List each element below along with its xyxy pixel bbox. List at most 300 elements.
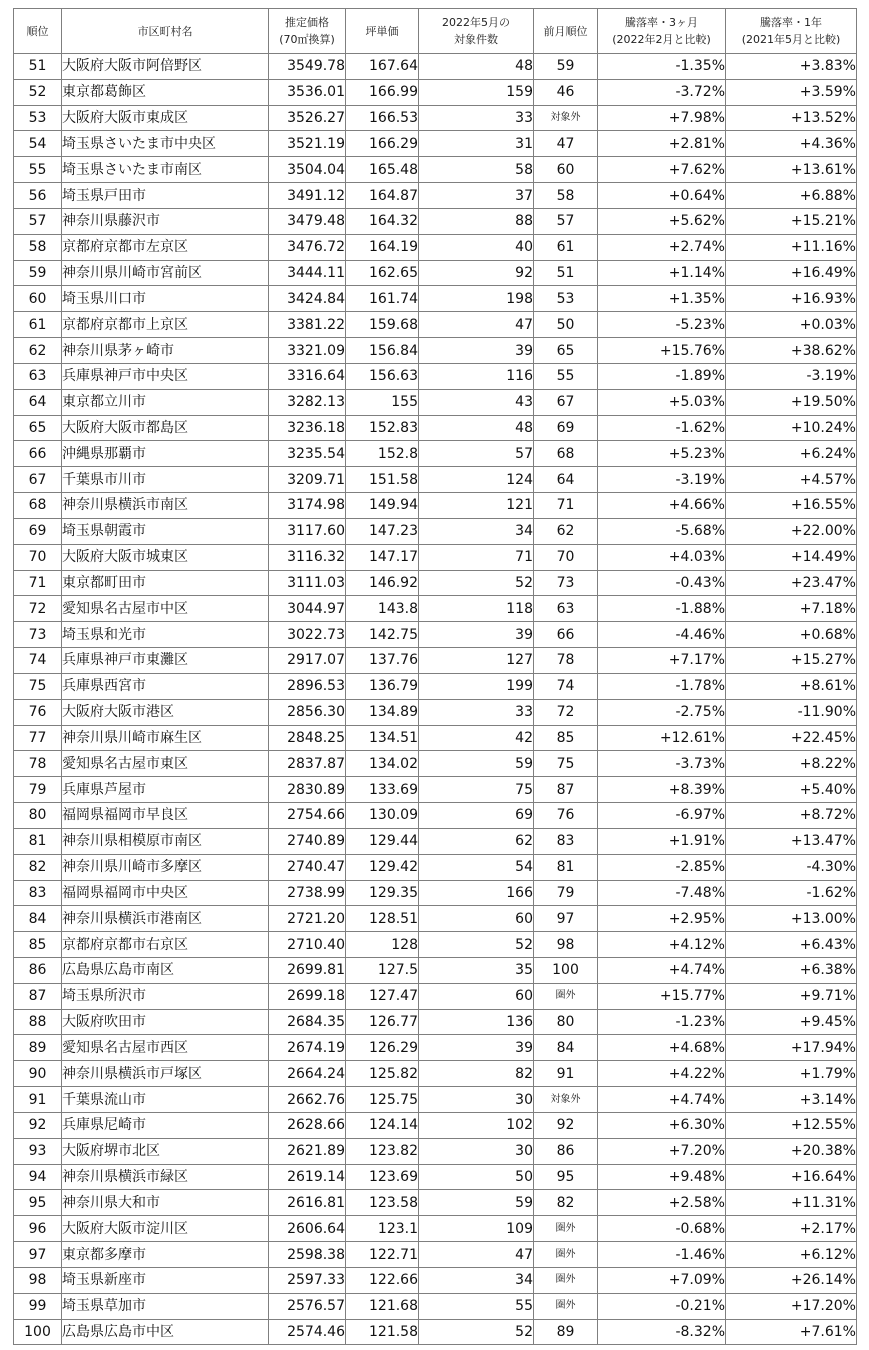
- cell-rank: 63: [14, 363, 62, 389]
- cell-chg3m: +4.22%: [598, 1061, 726, 1087]
- cell-prev: 58: [534, 183, 598, 209]
- cell-prev: 55: [534, 363, 598, 389]
- cell-rank: 65: [14, 415, 62, 441]
- table-row: [14, 673, 857, 699]
- cell-count: 30: [419, 1087, 534, 1113]
- cell-tsubo: 121.58: [346, 1319, 419, 1345]
- cell-chg1y: -3.19%: [726, 363, 857, 389]
- cell-price: 2754.66: [269, 803, 346, 829]
- cell-chg1y: +14.49%: [726, 544, 857, 570]
- cell-chg3m: -6.97%: [598, 803, 726, 829]
- cell-price: 2684.35: [269, 1009, 346, 1035]
- cell-name: 東京都町田市: [62, 570, 269, 596]
- cell-chg3m: +4.74%: [598, 1087, 726, 1113]
- cell-chg1y: +0.03%: [726, 312, 857, 338]
- cell-chg3m: -2.85%: [598, 854, 726, 880]
- cell-tsubo: 155: [346, 389, 419, 415]
- cell-price: 3536.01: [269, 79, 346, 105]
- table-row: [14, 570, 857, 596]
- cell-rank: 54: [14, 131, 62, 157]
- cell-chg1y: +22.45%: [726, 725, 857, 751]
- column-header-prev-line: 前月順位: [543, 24, 588, 38]
- cell-name: 兵庫県西宮市: [62, 673, 269, 699]
- cell-chg3m: +4.66%: [598, 493, 726, 519]
- cell-chg1y: +16.93%: [726, 286, 857, 312]
- column-header-chg1y: [726, 9, 857, 54]
- cell-name: 広島県広島市南区: [62, 957, 269, 983]
- cell-rank: 70: [14, 544, 62, 570]
- cell-chg3m: -3.73%: [598, 751, 726, 777]
- cell-count: 75: [419, 777, 534, 803]
- cell-name: 神奈川県横浜市南区: [62, 493, 269, 519]
- cell-rank: 68: [14, 493, 62, 519]
- cell-chg3m: +4.03%: [598, 544, 726, 570]
- cell-rank: 66: [14, 441, 62, 467]
- cell-name: 神奈川県川崎市宮前区: [62, 260, 269, 286]
- cell-tsubo: 167.64: [346, 54, 419, 80]
- cell-chg1y: +13.61%: [726, 157, 857, 183]
- cell-name: 大阪府大阪市城東区: [62, 544, 269, 570]
- cell-prev: 73: [534, 570, 598, 596]
- cell-chg3m: +2.74%: [598, 234, 726, 260]
- cell-price: 2576.57: [269, 1293, 346, 1319]
- cell-chg1y: -11.90%: [726, 699, 857, 725]
- cell-count: 42: [419, 725, 534, 751]
- cell-tsubo: 134.51: [346, 725, 419, 751]
- cell-count: 48: [419, 54, 534, 80]
- cell-prev: 80: [534, 1009, 598, 1035]
- cell-name: 神奈川県横浜市緑区: [62, 1164, 269, 1190]
- cell-tsubo: 127.47: [346, 983, 419, 1009]
- cell-count: 60: [419, 906, 534, 932]
- cell-tsubo: 159.68: [346, 312, 419, 338]
- cell-name: 大阪府大阪市港区: [62, 699, 269, 725]
- cell-prev: 67: [534, 389, 598, 415]
- cell-name: 大阪府大阪市淀川区: [62, 1216, 269, 1242]
- column-header-count-line: 2022年5月の: [442, 16, 510, 29]
- cell-prev: 46: [534, 79, 598, 105]
- cell-count: 118: [419, 596, 534, 622]
- cell-count: 62: [419, 828, 534, 854]
- cell-chg3m: -4.46%: [598, 622, 726, 648]
- cell-tsubo: 126.29: [346, 1035, 419, 1061]
- cell-chg3m: +5.03%: [598, 389, 726, 415]
- column-header-name: [62, 9, 269, 54]
- cell-prev: 76: [534, 803, 598, 829]
- cell-prev: 70: [534, 544, 598, 570]
- cell-rank: 57: [14, 208, 62, 234]
- cell-count: 54: [419, 854, 534, 880]
- cell-chg3m: +7.17%: [598, 648, 726, 674]
- cell-rank: 82: [14, 854, 62, 880]
- cell-prev: 86: [534, 1138, 598, 1164]
- cell-name: 埼玉県戸田市: [62, 183, 269, 209]
- cell-count: 34: [419, 518, 534, 544]
- cell-prev: 60: [534, 157, 598, 183]
- cell-chg3m: +1.35%: [598, 286, 726, 312]
- cell-price: 3476.72: [269, 234, 346, 260]
- cell-tsubo: 162.65: [346, 260, 419, 286]
- cell-tsubo: 166.29: [346, 131, 419, 157]
- cell-name: 福岡県福岡市中央区: [62, 880, 269, 906]
- cell-name: 兵庫県尼崎市: [62, 1112, 269, 1138]
- cell-tsubo: 133.69: [346, 777, 419, 803]
- cell-chg1y: +13.52%: [726, 105, 857, 131]
- cell-tsubo: 128: [346, 932, 419, 958]
- table-row: [14, 1216, 857, 1242]
- column-header-tsubo: [346, 9, 419, 54]
- cell-tsubo: 137.76: [346, 648, 419, 674]
- cell-chg1y: +5.40%: [726, 777, 857, 803]
- cell-name: 埼玉県和光市: [62, 622, 269, 648]
- cell-rank: 88: [14, 1009, 62, 1035]
- cell-rank: 77: [14, 725, 62, 751]
- cell-count: 59: [419, 1190, 534, 1216]
- cell-tsubo: 143.8: [346, 596, 419, 622]
- cell-price: 3111.03: [269, 570, 346, 596]
- cell-chg3m: -1.62%: [598, 415, 726, 441]
- cell-count: 40: [419, 234, 534, 260]
- cell-count: 35: [419, 957, 534, 983]
- cell-rank: 85: [14, 932, 62, 958]
- cell-chg1y: +12.55%: [726, 1112, 857, 1138]
- cell-count: 47: [419, 1242, 534, 1268]
- cell-chg3m: -1.46%: [598, 1242, 726, 1268]
- cell-rank: 87: [14, 983, 62, 1009]
- cell-chg3m: -5.68%: [598, 518, 726, 544]
- cell-chg1y: +16.55%: [726, 493, 857, 519]
- cell-prev: 82: [534, 1190, 598, 1216]
- cell-name: 兵庫県神戸市中央区: [62, 363, 269, 389]
- cell-chg3m: -3.72%: [598, 79, 726, 105]
- cell-name: 東京都多摩市: [62, 1242, 269, 1268]
- cell-price: 2699.81: [269, 957, 346, 983]
- cell-count: 52: [419, 570, 534, 596]
- cell-chg3m: -5.23%: [598, 312, 726, 338]
- cell-tsubo: 122.71: [346, 1242, 419, 1268]
- cell-prev: 75: [534, 751, 598, 777]
- cell-count: 37: [419, 183, 534, 209]
- cell-name: 京都府京都市上京区: [62, 312, 269, 338]
- cell-price: 3282.13: [269, 389, 346, 415]
- cell-rank: 95: [14, 1190, 62, 1216]
- table-row: [14, 1164, 857, 1190]
- table-row: [14, 338, 857, 364]
- cell-count: 59: [419, 751, 534, 777]
- cell-chg1y: +13.47%: [726, 828, 857, 854]
- cell-price: 2710.40: [269, 932, 346, 958]
- cell-chg1y: +6.38%: [726, 957, 857, 983]
- cell-chg1y: +9.71%: [726, 983, 857, 1009]
- cell-tsubo: 156.63: [346, 363, 419, 389]
- cell-rank: 79: [14, 777, 62, 803]
- cell-chg3m: -8.32%: [598, 1319, 726, 1345]
- table-row: [14, 54, 857, 80]
- cell-rank: 81: [14, 828, 62, 854]
- cell-prev: 89: [534, 1319, 598, 1345]
- cell-chg1y: +3.83%: [726, 54, 857, 80]
- cell-name: 埼玉県朝霞市: [62, 518, 269, 544]
- table-row: [14, 983, 857, 1009]
- cell-name: 神奈川県横浜市港南区: [62, 906, 269, 932]
- cell-name: 埼玉県草加市: [62, 1293, 269, 1319]
- cell-chg3m: +9.48%: [598, 1164, 726, 1190]
- cell-prev: 78: [534, 648, 598, 674]
- cell-tsubo: 129.44: [346, 828, 419, 854]
- cell-chg3m: +5.23%: [598, 441, 726, 467]
- cell-chg1y: +9.45%: [726, 1009, 857, 1035]
- cell-chg1y: +15.21%: [726, 208, 857, 234]
- cell-chg3m: +0.64%: [598, 183, 726, 209]
- cell-chg1y: +1.79%: [726, 1061, 857, 1087]
- table-row: [14, 906, 857, 932]
- table-row: [14, 725, 857, 751]
- cell-count: 52: [419, 932, 534, 958]
- cell-tsubo: 125.82: [346, 1061, 419, 1087]
- cell-name: 神奈川県相模原市南区: [62, 828, 269, 854]
- cell-rank: 86: [14, 957, 62, 983]
- table-row: [14, 828, 857, 854]
- cell-count: 57: [419, 441, 534, 467]
- cell-prev: 79: [534, 880, 598, 906]
- cell-price: 3116.32: [269, 544, 346, 570]
- cell-prev: 66: [534, 622, 598, 648]
- cell-prev: 圏外: [534, 983, 598, 1009]
- table-row: [14, 157, 857, 183]
- cell-chg3m: -0.68%: [598, 1216, 726, 1242]
- cell-rank: 72: [14, 596, 62, 622]
- cell-count: 39: [419, 622, 534, 648]
- table-row: [14, 389, 857, 415]
- cell-name: 埼玉県さいたま市南区: [62, 157, 269, 183]
- cell-count: 116: [419, 363, 534, 389]
- cell-price: 3236.18: [269, 415, 346, 441]
- cell-count: 109: [419, 1216, 534, 1242]
- cell-chg1y: +7.18%: [726, 596, 857, 622]
- cell-prev: 69: [534, 415, 598, 441]
- cell-prev: 57: [534, 208, 598, 234]
- cell-name: 京都府京都市右京区: [62, 932, 269, 958]
- cell-price: 2830.89: [269, 777, 346, 803]
- cell-rank: 71: [14, 570, 62, 596]
- cell-rank: 98: [14, 1267, 62, 1293]
- cell-rank: 83: [14, 880, 62, 906]
- cell-prev: 74: [534, 673, 598, 699]
- header-row: [14, 9, 857, 54]
- cell-count: 124: [419, 467, 534, 493]
- table-row: [14, 622, 857, 648]
- cell-prev: 98: [534, 932, 598, 958]
- cell-name: 埼玉県新座市: [62, 1267, 269, 1293]
- cell-tsubo: 146.92: [346, 570, 419, 596]
- cell-prev: 59: [534, 54, 598, 80]
- cell-tsubo: 149.94: [346, 493, 419, 519]
- table-row: [14, 854, 857, 880]
- cell-name: 神奈川県横浜市戸塚区: [62, 1061, 269, 1087]
- cell-chg1y: +7.61%: [726, 1319, 857, 1345]
- table-row: [14, 1293, 857, 1319]
- cell-name: 兵庫県芦屋市: [62, 777, 269, 803]
- table-row: [14, 1190, 857, 1216]
- table-row: [14, 234, 857, 260]
- cell-rank: 67: [14, 467, 62, 493]
- cell-tsubo: 151.58: [346, 467, 419, 493]
- ranking-table: [13, 8, 857, 1345]
- table-row: [14, 105, 857, 131]
- cell-name: 大阪府吹田市: [62, 1009, 269, 1035]
- table-row: [14, 415, 857, 441]
- cell-count: 34: [419, 1267, 534, 1293]
- table-row: [14, 363, 857, 389]
- column-header-count: [419, 9, 534, 54]
- cell-price: 2628.66: [269, 1112, 346, 1138]
- cell-rank: 69: [14, 518, 62, 544]
- cell-tsubo: 165.48: [346, 157, 419, 183]
- cell-name: 埼玉県川口市: [62, 286, 269, 312]
- cell-rank: 99: [14, 1293, 62, 1319]
- cell-prev: 81: [534, 854, 598, 880]
- cell-name: 沖縄県那覇市: [62, 441, 269, 467]
- cell-tsubo: 121.68: [346, 1293, 419, 1319]
- cell-chg3m: +4.12%: [598, 932, 726, 958]
- cell-chg1y: -4.30%: [726, 854, 857, 880]
- cell-name: 大阪府大阪市東成区: [62, 105, 269, 131]
- cell-name: 大阪府堺市北区: [62, 1138, 269, 1164]
- cell-chg1y: +4.36%: [726, 131, 857, 157]
- table-row: [14, 957, 857, 983]
- table-row: [14, 260, 857, 286]
- cell-price: 2664.24: [269, 1061, 346, 1087]
- cell-price: 2738.99: [269, 880, 346, 906]
- cell-name: 大阪府大阪市阿倍野区: [62, 54, 269, 80]
- cell-prev: 対象外: [534, 105, 598, 131]
- cell-rank: 94: [14, 1164, 62, 1190]
- cell-prev: 圏外: [534, 1242, 598, 1268]
- cell-rank: 90: [14, 1061, 62, 1087]
- table-row: [14, 131, 857, 157]
- cell-chg1y: +23.47%: [726, 570, 857, 596]
- cell-price: 2856.30: [269, 699, 346, 725]
- cell-rank: 93: [14, 1138, 62, 1164]
- cell-price: 2621.89: [269, 1138, 346, 1164]
- cell-prev: 47: [534, 131, 598, 157]
- cell-chg1y: +8.72%: [726, 803, 857, 829]
- cell-chg1y: +8.61%: [726, 673, 857, 699]
- cell-prev: 87: [534, 777, 598, 803]
- cell-chg1y: +10.24%: [726, 415, 857, 441]
- cell-count: 50: [419, 1164, 534, 1190]
- cell-tsubo: 164.19: [346, 234, 419, 260]
- cell-name: 埼玉県所沢市: [62, 983, 269, 1009]
- cell-name: 愛知県名古屋市中区: [62, 596, 269, 622]
- cell-rank: 62: [14, 338, 62, 364]
- cell-rank: 52: [14, 79, 62, 105]
- cell-count: 60: [419, 983, 534, 1009]
- cell-tsubo: 147.17: [346, 544, 419, 570]
- cell-tsubo: 127.5: [346, 957, 419, 983]
- cell-tsubo: 128.51: [346, 906, 419, 932]
- column-header-chg1y-line: 騰落率・1年: [760, 16, 822, 29]
- cell-tsubo: 152.8: [346, 441, 419, 467]
- cell-count: 33: [419, 105, 534, 131]
- cell-chg3m: +1.14%: [598, 260, 726, 286]
- column-header-chg3m-line: 騰落率・3ヶ月: [625, 16, 698, 29]
- cell-prev: 51: [534, 260, 598, 286]
- cell-prev: 64: [534, 467, 598, 493]
- cell-chg1y: +11.16%: [726, 234, 857, 260]
- column-header-chg3m: [598, 9, 726, 54]
- cell-chg3m: -7.48%: [598, 880, 726, 906]
- cell-tsubo: 136.79: [346, 673, 419, 699]
- cell-tsubo: 124.14: [346, 1112, 419, 1138]
- cell-chg1y: +16.49%: [726, 260, 857, 286]
- cell-count: 39: [419, 1035, 534, 1061]
- cell-price: 3549.78: [269, 54, 346, 80]
- cell-prev: 95: [534, 1164, 598, 1190]
- cell-name: 京都府京都市左京区: [62, 234, 269, 260]
- cell-chg1y: +19.50%: [726, 389, 857, 415]
- cell-count: 199: [419, 673, 534, 699]
- cell-name: 大阪府大阪市都島区: [62, 415, 269, 441]
- cell-chg3m: -2.75%: [598, 699, 726, 725]
- cell-rank: 92: [14, 1112, 62, 1138]
- cell-name: 神奈川県川崎市麻生区: [62, 725, 269, 751]
- cell-rank: 60: [14, 286, 62, 312]
- cell-chg3m: -1.35%: [598, 54, 726, 80]
- cell-chg3m: +6.30%: [598, 1112, 726, 1138]
- cell-count: 82: [419, 1061, 534, 1087]
- cell-chg1y: +26.14%: [726, 1267, 857, 1293]
- cell-tsubo: 156.84: [346, 338, 419, 364]
- cell-prev: 91: [534, 1061, 598, 1087]
- cell-chg1y: +6.43%: [726, 932, 857, 958]
- cell-chg3m: +7.98%: [598, 105, 726, 131]
- cell-price: 2616.81: [269, 1190, 346, 1216]
- cell-count: 52: [419, 1319, 534, 1345]
- table-row: [14, 1319, 857, 1345]
- cell-price: 2740.47: [269, 854, 346, 880]
- cell-price: 2598.38: [269, 1242, 346, 1268]
- column-header-tsubo-line: 坪単価: [365, 24, 399, 38]
- cell-chg3m: -1.78%: [598, 673, 726, 699]
- cell-price: 2597.33: [269, 1267, 346, 1293]
- cell-rank: 53: [14, 105, 62, 131]
- cell-chg1y: +22.00%: [726, 518, 857, 544]
- cell-count: 159: [419, 79, 534, 105]
- cell-name: 神奈川県大和市: [62, 1190, 269, 1216]
- table-row: [14, 1009, 857, 1035]
- cell-tsubo: 147.23: [346, 518, 419, 544]
- table-row: [14, 1035, 857, 1061]
- cell-rank: 76: [14, 699, 62, 725]
- cell-prev: 71: [534, 493, 598, 519]
- table-row: [14, 493, 857, 519]
- cell-price: 2740.89: [269, 828, 346, 854]
- cell-count: 30: [419, 1138, 534, 1164]
- cell-name: 埼玉県さいたま市中央区: [62, 131, 269, 157]
- column-header-rank: [14, 9, 62, 54]
- cell-tsubo: 164.87: [346, 183, 419, 209]
- cell-tsubo: 126.77: [346, 1009, 419, 1035]
- cell-prev: 61: [534, 234, 598, 260]
- cell-chg3m: -1.23%: [598, 1009, 726, 1035]
- cell-tsubo: 123.69: [346, 1164, 419, 1190]
- cell-tsubo: 164.32: [346, 208, 419, 234]
- cell-chg3m: +2.58%: [598, 1190, 726, 1216]
- cell-chg3m: -3.19%: [598, 467, 726, 493]
- column-header-name-line: 市区町村名: [137, 24, 193, 38]
- cell-tsubo: 152.83: [346, 415, 419, 441]
